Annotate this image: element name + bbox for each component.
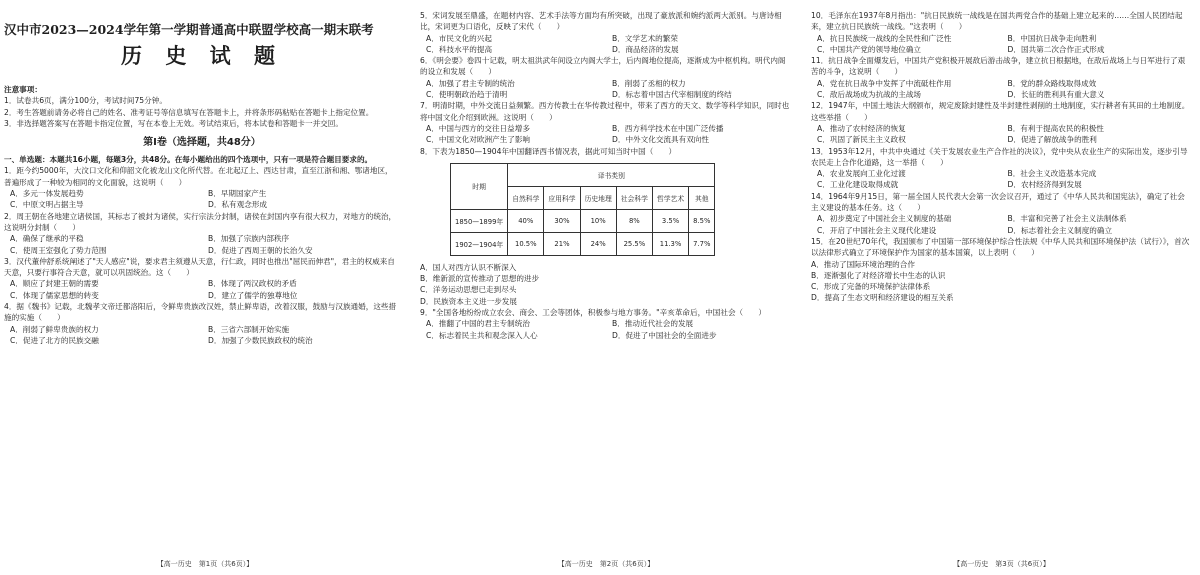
option: B．社会主义改造基本完成 bbox=[1007, 169, 1097, 179]
option: B．维新派的宣传推动了思想的进步 bbox=[420, 274, 540, 284]
option: D．国共第二次合作正式形成 bbox=[1007, 44, 1105, 54]
table-subheader: 社会科学 bbox=[616, 186, 652, 209]
table-cell: 1902—1904年 bbox=[451, 232, 508, 255]
option: D．商品经济的发展 bbox=[612, 44, 679, 54]
question-8-options bbox=[420, 262, 792, 307]
exam-title: 汉中市2023—2024学年第一学期普通高中联盟学校高一期末联考 bbox=[4, 22, 374, 37]
question-12: 12．1947年，中国土地法大纲颁布，规定废除封建性及半封建性剥削的土地制度，实行耕者有其田的土地制度。这些举措（ ） bbox=[811, 101, 1190, 122]
table-cell: 3.5% bbox=[652, 209, 688, 232]
table-header-period: 时期 bbox=[451, 163, 508, 209]
question-7: 7．明清时期，中外交流日益频繁。西方传教士在华传教过程中，带来了西方的天文、数学等科学知识，同时也将中国文化介绍到欧洲。这说明（ ） bbox=[420, 101, 790, 122]
option: B．党的群众路线取得成效 bbox=[1007, 78, 1097, 88]
question-11: 11．抗日战争全面爆发后，中国共产党积极开展敌后游击战争，建立抗日根据地，在敌后战场上与日军进行了艰苦的斗争，这说明（ ） bbox=[811, 56, 1186, 77]
option: C．促进了北方的民族交融 bbox=[10, 335, 99, 345]
option: B．早期国家产生 bbox=[208, 189, 267, 199]
question-1: 1．距今约5000年，大汶口文化和仰韶文化被龙山文化所代替。在北起辽上、西达甘肃，直至江浙和湘、鄂诸地区，普遍形成了一种较为相同的文化面貌，这说明（ ） bbox=[4, 166, 393, 187]
question-8: 8．下表为1850—1904年中国翻译西书情况表，据此可知当时中国（ ） bbox=[420, 146, 677, 156]
question-2: 2．周王朝在各地建立诸侯国，其标志了被封为诸侯，实行宗法分封制，诸侯在封国内享有很大权力，对地方的统治，这说明分封制（ ） bbox=[4, 211, 397, 232]
option: D．民族资本主义进一步发展 bbox=[420, 296, 517, 306]
option: A．确保了继承的平稳 bbox=[10, 234, 84, 244]
option: C．中原文明占据主导 bbox=[10, 200, 84, 210]
option: A．初步奠定了中国社会主义制度的基础 bbox=[817, 214, 952, 224]
table-cell: 1850—1899年 bbox=[451, 209, 508, 232]
question-6-options bbox=[420, 78, 792, 101]
option: D．农村经济得到发展 bbox=[1007, 180, 1082, 190]
table-row bbox=[451, 209, 715, 232]
table-header-category: 译书类别 bbox=[508, 163, 715, 186]
notice-3: 3．非选择题答案写在答题卡指定位置，写在本卷上无效。考试结束后，将本试卷和答题卡一并交回。 bbox=[4, 118, 343, 128]
option: C．工业化建设取得成就 bbox=[817, 180, 899, 190]
option: C．中国共产党的领导地位确立 bbox=[817, 44, 922, 54]
option: D．标志着中国古代宰相制度的终结 bbox=[612, 90, 732, 100]
option: B．削弱了丞相的权力 bbox=[612, 78, 686, 88]
question-15-options bbox=[811, 259, 1192, 304]
option: B．有利于提高农民的积极性 bbox=[1007, 123, 1104, 133]
table-cell: 25.5% bbox=[616, 232, 652, 255]
question-5-options bbox=[420, 33, 792, 56]
page-footer-3: 【高一历史 第3页（共6页）】 bbox=[953, 560, 1050, 568]
option: C．使周王室强化了势力范围 bbox=[10, 245, 107, 255]
option: D．加强了少数民族政权的统治 bbox=[208, 335, 313, 345]
option: B．加强了宗族内部秩序 bbox=[208, 234, 290, 244]
table-subheader: 历史地理 bbox=[580, 186, 616, 209]
option: D．标志着社会主义制度的确立 bbox=[1007, 225, 1113, 235]
option: A．顺应了封建王朝的需要 bbox=[10, 279, 99, 289]
question-15: 15．在20世纪70年代，我国颁布了中国第一部环境保护综合性法规《中华人民共和国环境保护法（试行）》，首次以法律形式确立了环境保护作为国家的基本国策，以上表明（ ） bbox=[811, 236, 1190, 258]
question-14: 14．1964年9月15日，第一届全国人民代表大会第一次会议召开，通过了《中华人民共和国宪法》，确定了社会主义建设的基本任务。这（ ） bbox=[811, 191, 1185, 213]
question-4-options bbox=[4, 324, 400, 347]
question-13: 13．1953年12月，中共中央通过《关于发展农业生产合作社的决议》，党中央从农业生产的实际出发，逐步引导农民走上合作化道路，这一举措（ ） bbox=[811, 146, 1188, 167]
page-column-2 bbox=[412, 0, 800, 575]
question-12-options bbox=[811, 123, 1192, 146]
table-cell: 21% bbox=[544, 232, 580, 255]
option: C．开启了中国社会主义现代化建设 bbox=[817, 225, 937, 235]
question-11-options bbox=[811, 78, 1192, 101]
question-9: 9．"全国各地纷纷成立农会、商会、工会等团体，积极参与地方事务。"辛亥革命后，中国社会（ ） bbox=[420, 308, 766, 318]
table-subheader: 应用科学 bbox=[544, 186, 580, 209]
option: B．丰富和完善了社会主义法制体系 bbox=[1007, 214, 1127, 224]
option: C．科技水平的提高 bbox=[426, 44, 493, 54]
notice-2: 2．考生答题前请务必将自己的姓名、准考证号等信息填写在答题卡上，并将条形码粘贴在答题卡上指定位置。 bbox=[4, 107, 374, 117]
option: A．抗日民族统一战线的全民性和广泛性 bbox=[817, 33, 952, 43]
option: C．形成了完备的环境保护法律体系 bbox=[811, 282, 931, 292]
table-cell: 24% bbox=[580, 232, 616, 255]
page-footer-1: 【高一历史 第1页（共6页）】 bbox=[156, 560, 254, 568]
question-4: 4．据《魏书》记载，北魏孝文帝迁都洛阳后，令鲜卑贵族改汉姓，禁止鲜卑语，改着汉服，鼓励与汉族通婚，这些措施的实施（ ） bbox=[4, 302, 397, 323]
table-cell: 10.5% bbox=[508, 232, 544, 255]
option: A．多元一体发展趋势 bbox=[10, 189, 84, 199]
option: B．西方科学技术在中国广泛传播 bbox=[612, 123, 724, 133]
subject-title: 历 史 试 题 bbox=[121, 43, 283, 68]
option: D．中外文化交流具有双向性 bbox=[612, 135, 709, 145]
page-column-3 bbox=[803, 0, 1200, 575]
table-cell: 11.3% bbox=[652, 232, 688, 255]
option: D．长征的胜利具有重大意义 bbox=[1007, 90, 1105, 100]
option: A．中国与西方的交往日益增多 bbox=[426, 123, 530, 133]
question-14-options bbox=[811, 213, 1192, 236]
option: C．敌后战场成为抗战的主战场 bbox=[817, 90, 922, 100]
translation-table bbox=[450, 163, 715, 256]
question-5: 5．宋词发展至鼎盛，在题材内容、艺术手法等方面均有所突破，出现了豪放派和婉约派两大派别。与唐诗相比，宋词更为口语化，反映了宋代（ ） bbox=[420, 11, 782, 32]
question-2-options bbox=[4, 233, 400, 256]
option: C．体现了儒家思想的转变 bbox=[10, 290, 99, 300]
option: C．巩固了新民主主义政权 bbox=[817, 135, 906, 145]
option: A．推动了农村经济的恢复 bbox=[817, 123, 906, 133]
section-instructions: 一、单选题：本题共16小题，每题3分，共48分。在每小题给出的四个选项中，只有一项是符合题目要求的。 bbox=[4, 155, 373, 165]
option: B．文学艺术的繁荣 bbox=[612, 33, 678, 43]
table-cell: 8.5% bbox=[689, 209, 715, 232]
question-10: 10．毛泽东在1937年8月指出："抗日民族统一战线是在国共两党合作的基础上建立起来的……全国人民团结起来，建立抗日民族统一战线。"这表明（ ） bbox=[811, 11, 1183, 32]
notice-1: 1．试卷共6页，满分100分，考试时间75分钟。 bbox=[4, 96, 167, 106]
table-row bbox=[451, 232, 715, 255]
option: B．体现了两汉政权的矛盾 bbox=[208, 279, 297, 289]
section-heading: 第Ⅰ卷（选择题，共48分） bbox=[143, 137, 261, 149]
option: B．推动近代社会的发展 bbox=[612, 319, 694, 329]
option: C．中国文化对欧洲产生了影响 bbox=[426, 135, 531, 145]
option: B．中国抗日战争走向胜利 bbox=[1007, 33, 1097, 43]
option: A．农业发展向工业化过渡 bbox=[817, 169, 906, 179]
table-cell: 10% bbox=[580, 209, 616, 232]
question-3-options bbox=[4, 278, 400, 301]
option: A．市民文化的兴起 bbox=[426, 33, 492, 43]
table-cell: 8% bbox=[616, 209, 652, 232]
question-13-options bbox=[811, 168, 1192, 191]
option: D．促进了解放战争的胜利 bbox=[1007, 135, 1097, 145]
question-3: 3．汉代董仲舒系统阐述了"天人感应"说，要求君主须遵从天意，行仁政，同时也推出"屈民而伸君"，君主的权威来自天意，只要行事符合天意，就可以巩固统治。这（ ） bbox=[4, 256, 395, 278]
table-subheader: 自然科学 bbox=[508, 186, 544, 209]
table-cell: 40% bbox=[508, 209, 544, 232]
option: C．标志着民主共和观念深入人心 bbox=[426, 330, 538, 340]
question-7-options bbox=[420, 123, 792, 146]
option: A．推动了国际环境治理的合作 bbox=[811, 259, 915, 269]
option: D．促进了西周王朝的长治久安 bbox=[208, 245, 313, 255]
page-column-1 bbox=[0, 0, 410, 575]
option: A．党在抗日战争中发挥了中流砥柱作用 bbox=[817, 78, 952, 88]
question-1-options bbox=[4, 188, 400, 211]
option: D．促进了中国社会的全面进步 bbox=[612, 330, 717, 340]
option: A．加强了君主专制的统治 bbox=[426, 78, 515, 88]
option: D．建立了儒学的独尊地位 bbox=[208, 290, 298, 300]
option: B．逐渐强化了对经济增长中生态的认识 bbox=[811, 270, 946, 280]
table-cell: 30% bbox=[544, 209, 580, 232]
option: C．洋务运动思想已走到尽头 bbox=[420, 285, 517, 295]
table-subheader: 哲学艺术 bbox=[652, 186, 688, 209]
option: D．提高了生态文明和经济建设的相互关系 bbox=[811, 293, 954, 303]
option: A．削弱了鲜卑贵族的权力 bbox=[10, 324, 99, 334]
option: B．三省六部制开始实施 bbox=[208, 324, 290, 334]
option: A．国人对西方认识不断深入 bbox=[420, 262, 517, 272]
table-subheader: 其他 bbox=[689, 186, 715, 209]
notice-title: 注意事项： bbox=[4, 85, 42, 94]
table-cell: 7.7% bbox=[689, 232, 715, 255]
option: A．推翻了中国的君主专制统治 bbox=[426, 319, 530, 329]
option: C．使明朝政治趋于清明 bbox=[426, 90, 508, 100]
question-9-options bbox=[420, 318, 792, 341]
page-footer-2: 【高一历史 第2页（共6页）】 bbox=[557, 560, 655, 568]
question-10-options bbox=[811, 33, 1192, 56]
question-6: 6．《明会要》卷四十记载，明太祖洪武年间设立内阁大学士，后内阁地位提高，逐渐成为中枢机构。明代内阁的设立和发展（ ） bbox=[420, 56, 786, 77]
option: D．私有观念形成 bbox=[208, 200, 268, 210]
